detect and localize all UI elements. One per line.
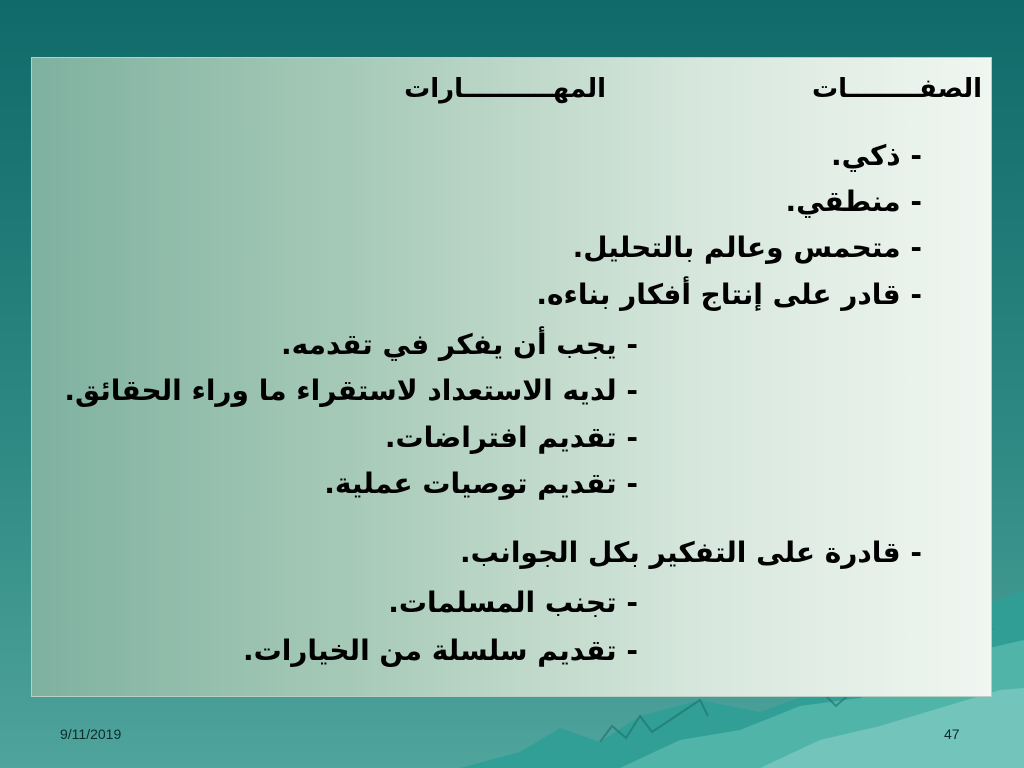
bullet-item: - لديه الاستعداد لاستقراء ما وراء الحقائق.	[64, 374, 638, 407]
bullet-item: - يجب أن يفكر في تقدمه.	[280, 328, 638, 361]
header-traits: الصفــــــــات	[812, 74, 982, 104]
bullet-item: - منطقي.	[785, 185, 922, 218]
bullet-item: - قادرة على التفكير بكل الجوانب.	[460, 536, 922, 569]
bullet-item: - تقديم افتراضات.	[384, 421, 638, 454]
bullet-item: - ذكي.	[831, 139, 922, 172]
bullet-item: - متحمس وعالم بالتحليل.	[572, 231, 922, 264]
bullet-item: - تجنب المسلمات.	[388, 586, 638, 619]
bullet-item: - تقديم سلسلة من الخيارات.	[242, 634, 638, 667]
footer-date: 9/11/2019	[60, 726, 122, 742]
header-skills: المهــــــــــارات	[404, 74, 606, 104]
bullet-item: - تقديم توصيات عملية.	[324, 467, 638, 500]
footer-page-number: 47	[944, 726, 960, 742]
bullet-item: - قادر على إنتاج أفكار بناءه.	[536, 278, 922, 311]
